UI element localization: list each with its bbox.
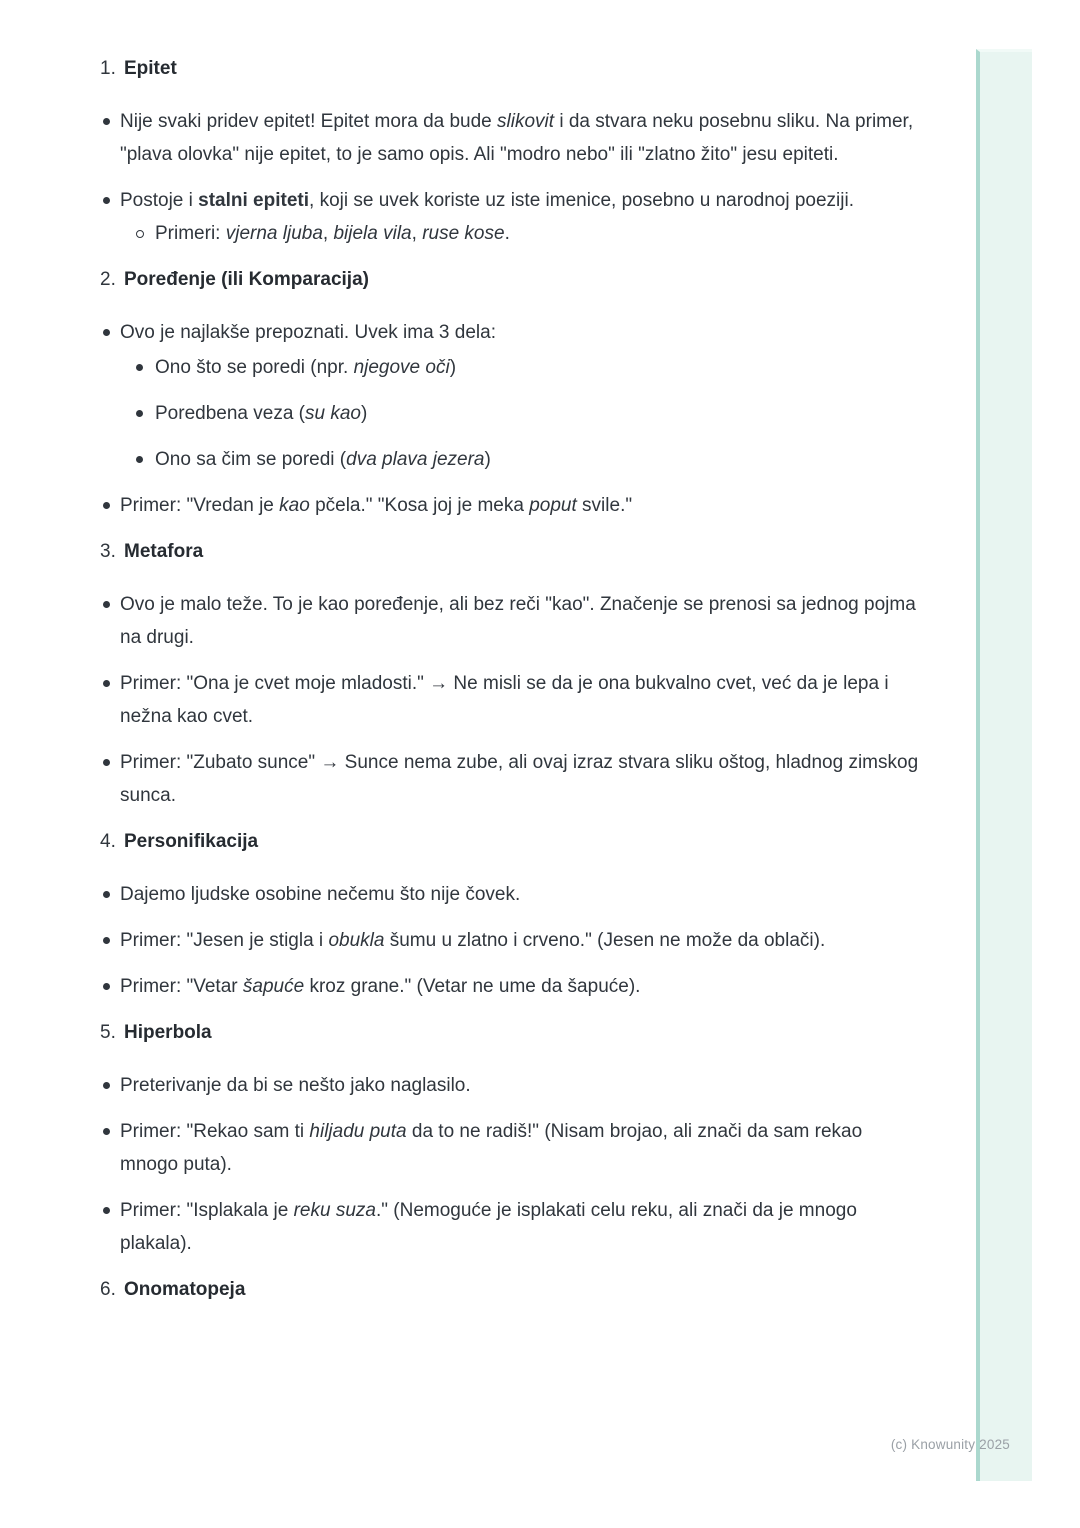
text-run: Primer: "Ona je cvet moje mladosti." → Ne misli se da je ona bukvalno cvet, već da je lepa i nežna kao cvet. <box>120 673 889 727</box>
disc-bullet-icon <box>136 364 143 371</box>
text-run: . <box>504 223 510 244</box>
list-item-text <box>120 495 632 516</box>
list-item-text <box>155 449 491 470</box>
list-item <box>100 1194 925 1260</box>
italic-text: reku suza <box>293 1200 376 1221</box>
text-run: Ono što se poredi (npr. <box>155 357 354 378</box>
list-item-text <box>120 930 825 951</box>
disc-bullet-icon <box>136 410 143 417</box>
list-item <box>100 316 925 476</box>
bullet-list <box>100 588 970 812</box>
italic-text: su kao <box>305 403 361 424</box>
highlight-stripe <box>976 49 1032 1481</box>
section-number: 1. <box>100 58 116 79</box>
stylistic-figures-list <box>100 52 970 1306</box>
section-heading <box>100 1273 970 1306</box>
text-run: Primer: "Isplakala je <box>120 1200 294 1221</box>
list-item-text <box>155 357 456 378</box>
italic-text: dva plava jezera <box>346 449 485 470</box>
text-run: , <box>411 223 423 244</box>
list-item <box>100 489 925 522</box>
bullet-list <box>100 1069 970 1260</box>
text-run: Primer: "Zubato sunce" → Sunce nema zube, ali ovaj izraz stvara sliku oštog, hladnog zimskog sunca. <box>120 752 919 806</box>
disc-bullet-icon <box>103 118 110 125</box>
section-number: 3. <box>100 541 116 562</box>
text-run: da to ne radiš!" (Nisam brojao, ali znači da sam rekao mnogo puta). <box>120 1121 863 1175</box>
text-run: Nije svaki pridev epitet! Epitet mora da bude <box>120 111 498 132</box>
text-run: Primer: "Vetar <box>120 976 243 997</box>
text-run: pčela." "Kosa joj je meka <box>309 495 530 516</box>
text-run: Dajemo ljudske osobine nečemu što nije čovek. <box>120 884 521 905</box>
section-heading <box>100 1016 970 1260</box>
section-title: Hiperbola <box>124 1022 212 1043</box>
list-item-text <box>120 1075 471 1096</box>
text-run: Primer: "Vredan je <box>120 495 280 516</box>
bullet-list <box>100 105 970 250</box>
italic-text: bijela vila <box>333 223 412 244</box>
list-item-text <box>120 1121 862 1175</box>
list-item-text <box>120 752 918 806</box>
italic-text: vjerna ljuba <box>225 223 323 244</box>
section-heading <box>100 263 970 522</box>
disc-bullet-icon <box>103 502 110 509</box>
disc-bullet-icon <box>103 329 110 336</box>
italic-text: ruse kose <box>422 223 505 244</box>
italic-text: šapuće <box>242 976 305 997</box>
list-item <box>100 105 925 171</box>
list-item-text <box>155 223 510 244</box>
list-item-text <box>120 190 854 211</box>
list-item-text <box>120 594 916 648</box>
list-item-text <box>120 111 913 165</box>
list-item <box>100 667 925 733</box>
text-run: ) <box>484 449 491 470</box>
text-run: Ovo je malo teže. To je kao poređenje, ali bez reči "kao". Značenje se prenosi sa jednog pojma na drugi. <box>120 594 916 648</box>
circle-bullet-icon <box>136 230 144 238</box>
italic-text: obukla <box>328 930 385 951</box>
bullet-list <box>133 351 925 476</box>
italic-text: njegove oči <box>353 357 450 378</box>
section-heading <box>100 535 970 812</box>
section-number: 2. <box>100 269 116 290</box>
section-title: Metafora <box>124 541 204 562</box>
text-run: kroz grane." (Vetar ne ume da šapuće). <box>304 976 641 997</box>
text-run: Ono sa čim se poredi ( <box>155 449 347 470</box>
disc-bullet-icon <box>103 601 110 608</box>
italic-text: slikovit <box>497 111 555 132</box>
disc-bullet-icon <box>103 983 110 990</box>
text-run: , <box>322 223 334 244</box>
text-run: Preterivanje da bi se nešto jako naglasilo. <box>120 1075 471 1096</box>
section-number: 4. <box>100 831 116 852</box>
disc-bullet-icon <box>103 1128 110 1135</box>
text-run: i da stvara neku posebnu sliku. Na primer, "plava olovka" nije epitet, to je samo opis. Ali "modro nebo" ili "zlatno žito" jesu epiteti. <box>120 111 914 165</box>
disc-bullet-icon <box>103 197 110 204</box>
disc-bullet-icon <box>103 680 110 687</box>
disc-bullet-icon <box>103 1207 110 1214</box>
list-item-text <box>155 403 367 424</box>
list-item <box>133 397 925 430</box>
text-run: svile." <box>576 495 633 516</box>
copyright-watermark: (c) Knowunity 2025 <box>890 1437 1010 1452</box>
disc-bullet-icon <box>103 891 110 898</box>
italic-text: hiljadu puta <box>309 1121 407 1142</box>
text-run: Primeri: <box>155 223 226 244</box>
text-run: Primer: "Rekao sam ti <box>120 1121 310 1142</box>
bullet-list <box>133 217 925 250</box>
list-item <box>100 1115 925 1181</box>
bold-text: stalni epiteti <box>198 190 310 211</box>
section-heading <box>100 52 970 250</box>
list-item-text <box>120 673 889 727</box>
list-item-text <box>120 1200 857 1254</box>
section-number: 6. <box>100 1279 116 1300</box>
list-item <box>100 1069 925 1102</box>
list-item <box>133 351 925 384</box>
disc-bullet-icon <box>103 1082 110 1089</box>
italic-text: poput <box>529 495 577 516</box>
section-title: Epitet <box>124 58 177 79</box>
text-run: ) <box>449 357 457 378</box>
disc-bullet-icon <box>103 937 110 944</box>
list-item <box>100 970 925 1003</box>
list-item <box>100 924 925 957</box>
section-number: 5. <box>100 1022 116 1043</box>
text-run: Ovo je najlakše prepoznati. Uvek ima 3 dela: <box>120 322 496 343</box>
disc-bullet-icon <box>103 759 110 766</box>
text-run: Postoje i <box>120 190 199 211</box>
text-run: Poredbena veza ( <box>155 403 305 424</box>
text-run: ) <box>360 403 368 424</box>
section-title: Onomatopeja <box>124 1279 246 1300</box>
list-item <box>100 878 925 911</box>
list-item <box>100 746 925 812</box>
text-run: šumu u zlatno i crveno." (Jesen ne može da oblači). <box>384 930 826 951</box>
section-title: Poređenje (ili Komparacija) <box>124 269 369 290</box>
bullet-list <box>100 316 970 522</box>
text-run: ." (Nemoguće je isplakati celu reku, ali znači da je mnogo plakala). <box>120 1200 857 1254</box>
disc-bullet-icon <box>136 456 143 463</box>
bullet-list <box>100 878 970 1003</box>
list-item <box>100 588 925 654</box>
text-run: , koji se uvek koriste uz iste imenice, posebno u narodnoj poeziji. <box>309 190 854 211</box>
list-item <box>133 217 925 250</box>
list-item <box>100 184 925 250</box>
list-item <box>133 443 925 476</box>
list-item-text <box>120 976 640 997</box>
section-heading <box>100 825 970 1003</box>
list-item-text <box>120 884 520 905</box>
italic-text: kao <box>279 495 310 516</box>
text-run: Primer: "Jesen je stigla i <box>120 930 329 951</box>
section-title: Personifikacija <box>124 831 259 852</box>
list-item-text <box>120 322 496 343</box>
